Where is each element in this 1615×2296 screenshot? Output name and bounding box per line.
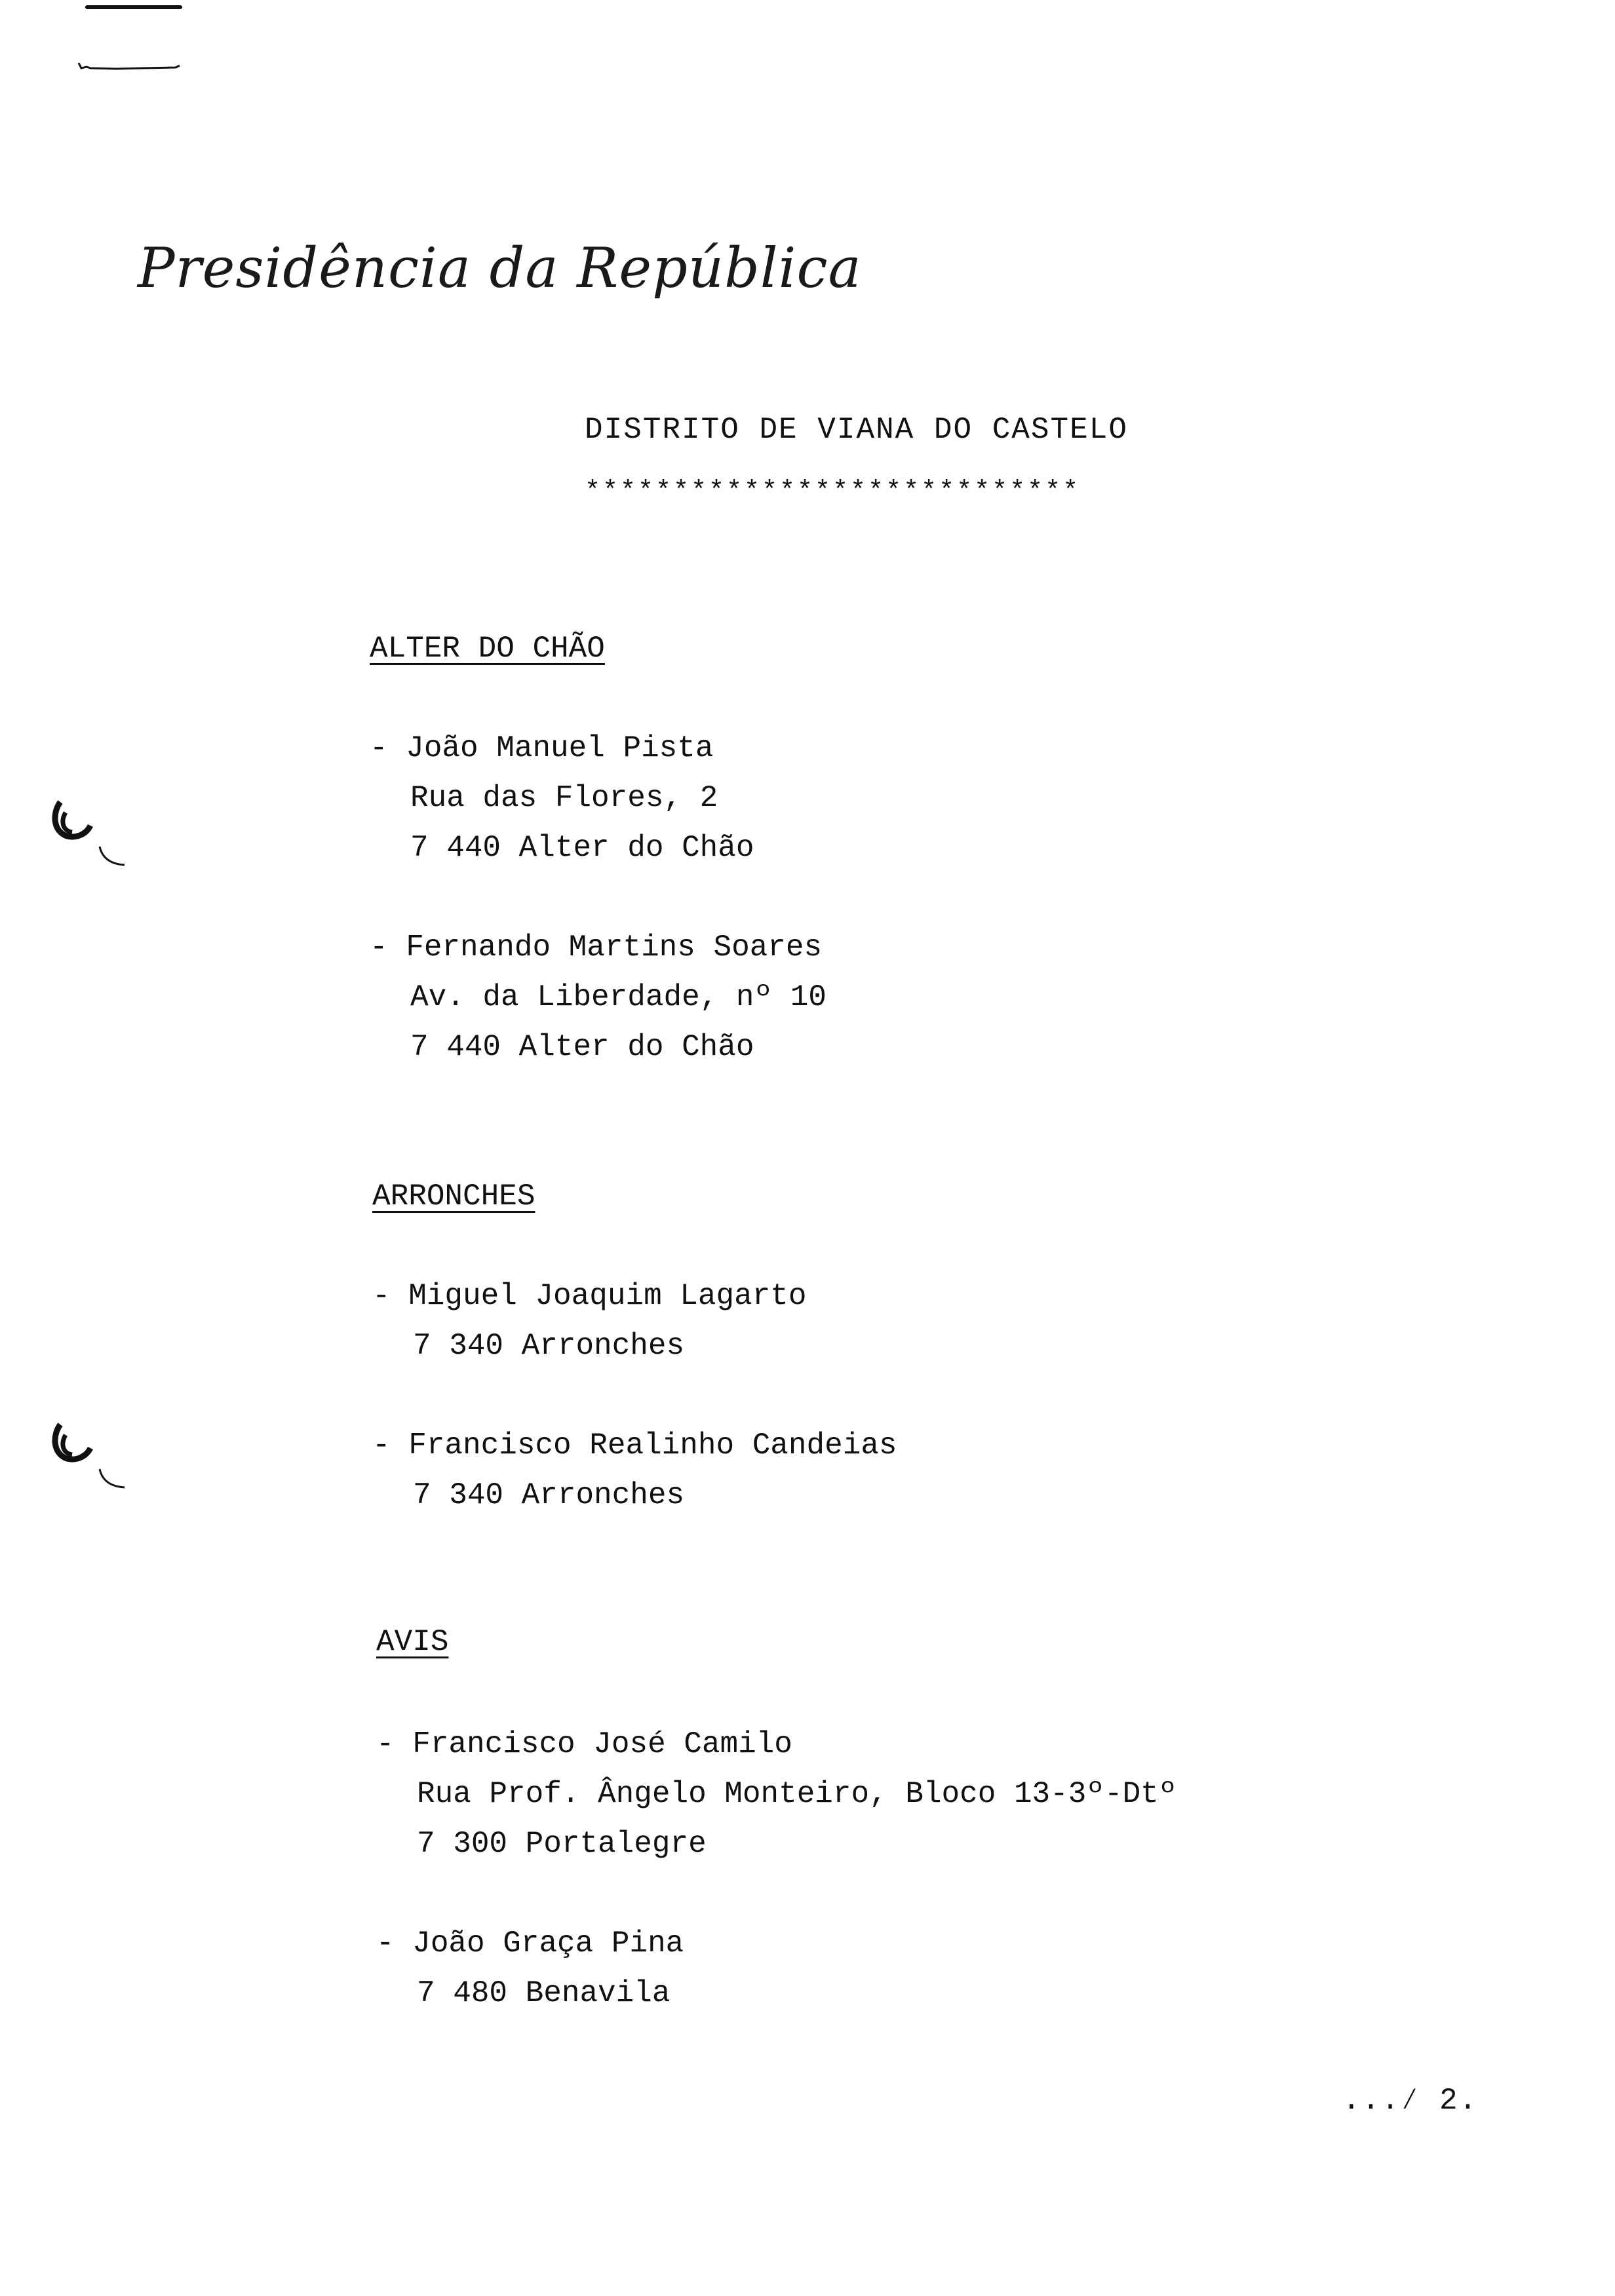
entry-name: - João Manuel Pista — [370, 731, 714, 765]
list-item — [370, 923, 827, 1072]
corner-pen-mark — [85, 5, 182, 9]
list-item — [370, 723, 754, 873]
entry-name: - Fernando Martins Soares — [370, 930, 823, 965]
entry-postal-line: 7 340 Arronches — [413, 1478, 685, 1512]
letterhead: Presidência da República — [138, 236, 862, 300]
section-heading-alter-do-chao: ALTER DO CHÃO — [370, 632, 605, 666]
district-title: DISTRITO DE VIANA DO CASTELO — [585, 413, 1128, 447]
entry-postal-line: 7 480 Benavila — [417, 1976, 671, 2010]
entry-address-line: Rua Prof. Ângelo Monteiro, Bloco 13-3º-Dtº — [417, 1777, 1177, 1811]
entry-name: - Miguel Joaquim Lagarto — [372, 1279, 807, 1313]
entry-address-line: Rua das Flores, 2 — [410, 781, 718, 815]
list-item — [376, 1719, 1177, 1869]
entry-address-line: Av. da Liberdade, nº 10 — [410, 980, 827, 1014]
corner-scribble-icon — [77, 58, 182, 72]
title-separator: **************************** — [585, 477, 1081, 507]
entry-name: - Francisco Realinho Candeias — [372, 1428, 897, 1463]
entry-postal-line: 7 300 Portalegre — [417, 1827, 707, 1861]
entry-postal-line: 7 440 Alter do Chão — [410, 1030, 754, 1064]
list-item — [372, 1421, 897, 1520]
entry-postal-line: 7 340 Arronches — [413, 1329, 685, 1363]
section-heading-arronches: ARRONCHES — [372, 1179, 535, 1214]
entry-postal-line: 7 440 Alter do Chão — [410, 831, 754, 865]
entry-name: - João Graça Pina — [376, 1926, 684, 1961]
list-item — [376, 1919, 684, 2018]
punch-hole-icon — [46, 793, 125, 871]
punch-hole-icon — [46, 1415, 125, 1494]
list-item — [372, 1271, 807, 1371]
entry-name: - Francisco José Camilo — [376, 1727, 792, 1761]
section-heading-avis: AVIS — [376, 1625, 449, 1659]
page-continuation: ...⁄ 2. — [1342, 2084, 1479, 2118]
